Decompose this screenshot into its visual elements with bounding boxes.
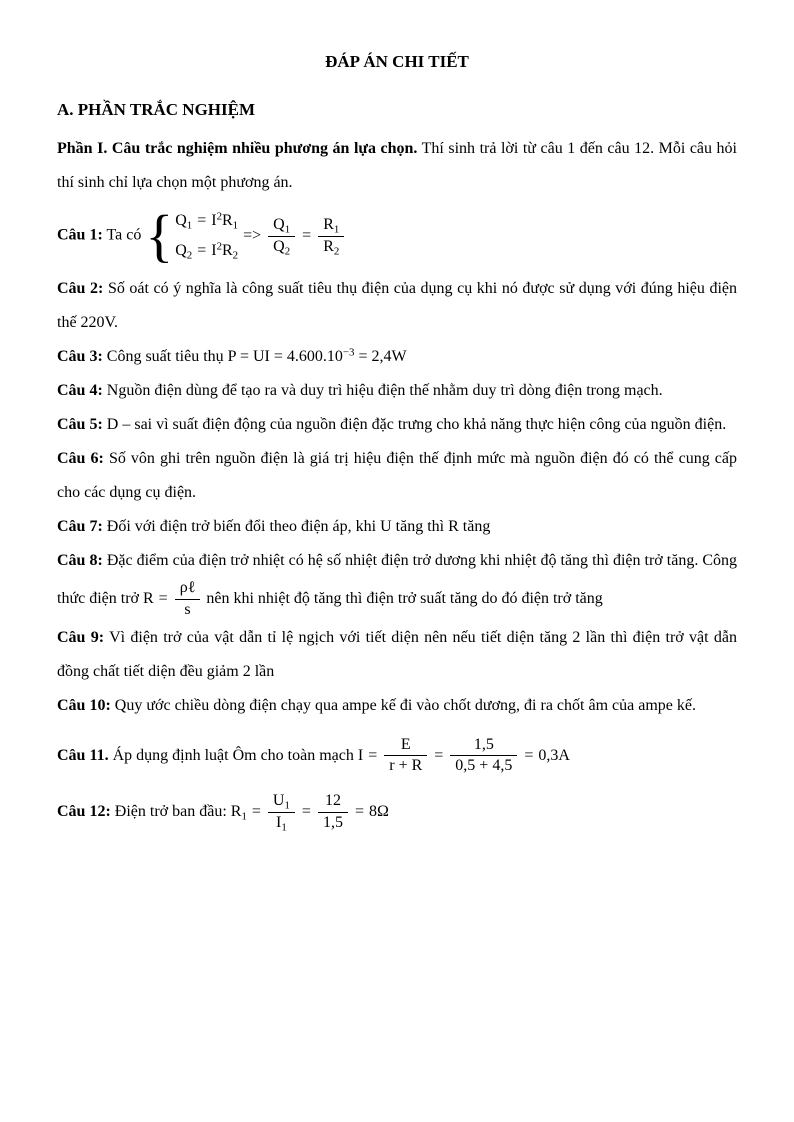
- q11-equals-2: =: [434, 746, 444, 764]
- question-7: [57, 510, 737, 544]
- document-title: ĐÁP ÁN CHI TIẾT: [325, 52, 469, 71]
- q3-exponent: −3: [342, 346, 355, 359]
- q1-f2-db: R: [323, 237, 334, 255]
- q1-r1-R-sub: 1: [232, 219, 239, 232]
- q10-text: Quy ước chiều dòng điện chạy qua ampe kế đi vào chốt dương, đi ra chốt âm của ampe kế.: [114, 696, 696, 714]
- q1-frac1-num: [268, 215, 295, 237]
- q2-text: Số oát có ý nghĩa là công suất tiêu thụ điện của dụng cụ khi nó được sử dụng với đúng hiệu điện thế 220V.: [57, 280, 737, 331]
- q12-f1-ds: 1: [281, 821, 287, 834]
- q3-result: = 2,4W: [358, 348, 407, 365]
- q12-label: Câu 12:: [57, 803, 111, 821]
- q11-result: 0,3A: [538, 746, 570, 764]
- q3-label: Câu 3:: [57, 348, 103, 365]
- question-11: [57, 735, 737, 778]
- q12-equals-1: =: [251, 803, 261, 821]
- q1-f2-ds: 2: [333, 244, 340, 257]
- q1-label: Câu 1:: [57, 226, 103, 244]
- q1-equals: =: [302, 226, 312, 244]
- q8-R: R: [143, 589, 154, 607]
- q8-label: Câu 8:: [57, 552, 103, 569]
- q1-r1-Q: Q: [175, 212, 187, 229]
- q12-f1-db: I: [276, 813, 282, 831]
- question-8: [57, 544, 737, 621]
- q12-formula: [230, 792, 389, 834]
- q8-formula: [143, 579, 202, 618]
- section-a-heading: A. PHẦN TRẮC NGHIỆM: [57, 100, 256, 119]
- q1-r2-I-sup: 2: [216, 240, 222, 253]
- q1-r1-Q-sub: 1: [186, 219, 193, 232]
- q9-text: Vì điện trở của vật dẫn tỉ lệ ngịch với tiết diện nên nếu tiết diện tăng 2 lần thì điện trở vật dẫn đồng chất tiết diện đều giảm 2 lần: [57, 628, 738, 680]
- q11-I: I: [357, 746, 364, 764]
- question-5: [57, 408, 737, 442]
- q12-f1-nb: U: [272, 792, 285, 810]
- q12-f1-den: [268, 813, 295, 834]
- q5-label: Câu 5:: [57, 416, 103, 433]
- q7-label: Câu 7:: [57, 518, 103, 535]
- q3-formula: [228, 348, 407, 365]
- q1-equation-row1: [175, 206, 238, 236]
- q8-frac-num: ρℓ: [175, 578, 201, 600]
- q12-equals-3: =: [354, 803, 364, 821]
- intro-paragraph: [57, 132, 737, 200]
- question-9: [57, 621, 737, 689]
- q1-equation-system: [175, 206, 238, 266]
- q1-r2-I: I: [211, 242, 217, 259]
- q11-equals-3: =: [524, 746, 534, 764]
- q12-f2-num: 12: [318, 791, 348, 813]
- q3-lead: Công suất tiêu thụ: [106, 348, 224, 365]
- q8-fraction: [175, 578, 201, 621]
- q11-lead: Áp dụng định luật Ôm cho toàn mạch: [112, 746, 354, 764]
- q11-label: Câu 11.: [57, 746, 109, 764]
- q9-label: Câu 9:: [57, 628, 105, 646]
- q1-f2-nb: R: [323, 215, 334, 233]
- q6-text: Số vôn ghi trên nguồn điện là giá trị hiệu điện thế định mức mà nguồn điện đó có thể cung cấp cho các dụng cụ điện.: [57, 450, 737, 501]
- q6-label: Câu 6:: [57, 450, 104, 467]
- q5-text: D – sai vì suất điện động của nguồn điện đặc trưng cho khả năng thực hiện công của nguồn điện.: [106, 416, 727, 433]
- q12-fraction-2: [318, 791, 348, 834]
- q8-text-after: nên khi nhiệt độ tăng thì điện trở suất tăng do đó điện trở tăng: [206, 589, 603, 607]
- q4-text: Nguồn điện dùng để tạo ra và duy trì hiệu điện thế nhằm duy trì dòng điện trong mạch.: [106, 382, 663, 399]
- q8-text-before: Đặc điểm của điện trở nhiệt có hệ số nhiệt điện trở dương khi nhiệt độ tăng thì điện trở tăng. Công thức điện trở: [57, 552, 738, 607]
- q1-fraction-R: [318, 215, 344, 258]
- q1-f1-nb: Q: [273, 215, 285, 233]
- q12-lead: Điện trở ban đầu:: [114, 803, 227, 821]
- q1-fraction-Q: [268, 215, 295, 258]
- q1-r1-equals: =: [197, 212, 207, 229]
- q7-text: Đối với điện trở biến đổi theo điện áp, khi U tăng thì R tăng: [106, 518, 491, 535]
- q12-f2-den: 1,5: [322, 813, 343, 831]
- question-4: [57, 374, 737, 408]
- q1-frac1-den: [268, 237, 295, 258]
- q12-fraction-1: [268, 791, 295, 834]
- q1-frac2-num: [318, 215, 344, 237]
- q12-R-sub: 1: [241, 810, 247, 823]
- intro-text: Thí sinh trả lời từ câu 1 đến câu 12. Mỗi câu hỏi thí sinh chỉ lựa chọn một phương án.: [57, 140, 737, 191]
- q4-label: Câu 4:: [57, 382, 103, 399]
- implies-arrow: =>: [243, 226, 262, 244]
- left-brace-symbol: {: [145, 203, 174, 268]
- q12-f1-ns: 1: [284, 799, 290, 812]
- q1-r1-I-sup: 2: [216, 210, 222, 223]
- q1-lead: Ta có: [106, 226, 142, 244]
- q1-f1-ds: 2: [284, 244, 291, 257]
- q1-r2-Q: Q: [175, 242, 187, 259]
- q8-frac-den: s: [184, 600, 191, 618]
- q11-formula: [357, 735, 570, 775]
- q1-r2-equals: =: [197, 242, 207, 259]
- q11-f2-den: 0,5 + 4,5: [455, 757, 513, 775]
- q11-f1-num: E: [384, 735, 427, 757]
- q10-label: Câu 10:: [57, 696, 111, 714]
- q8-equals: =: [158, 589, 168, 607]
- q1-r2-R-sub: 2: [232, 249, 239, 262]
- q12-f1-num: [268, 791, 295, 813]
- q11-f2-num: 1,5: [450, 735, 517, 757]
- q1-f2-ns: 1: [333, 222, 340, 235]
- question-3: [57, 340, 737, 374]
- q1-r1-R: R: [222, 212, 233, 229]
- q12-result: 8Ω: [368, 803, 389, 821]
- q1-f1-db: Q: [273, 237, 285, 255]
- q11-fraction-2: [450, 735, 517, 778]
- q3-expression: P = UI = 4.600.10: [227, 348, 343, 365]
- question-6: [57, 442, 737, 510]
- q2-label: Câu 2:: [57, 280, 104, 297]
- q1-r1-I: I: [211, 212, 217, 229]
- q1-frac2-den: [318, 237, 344, 258]
- q12-equals-2: =: [301, 803, 311, 821]
- q1-equation-row2: [175, 236, 238, 266]
- q1-r2-R: R: [222, 242, 233, 259]
- q1-f1-ns: 1: [284, 222, 291, 235]
- question-10: [57, 689, 737, 723]
- q11-equals-1: =: [368, 746, 378, 764]
- q1-r2-Q-sub: 2: [186, 249, 193, 262]
- q1-formula: [145, 203, 346, 268]
- question-12: [57, 791, 737, 834]
- q11-f1-den: r + R: [389, 757, 423, 775]
- intro-bold-lead: Phần I. Câu trắc nghiệm nhiều phương án lựa chọn.: [57, 140, 418, 157]
- q11-fraction-1: [384, 735, 427, 778]
- q12-R: R: [230, 803, 242, 821]
- question-2: [57, 272, 737, 340]
- question-1: [57, 203, 737, 268]
